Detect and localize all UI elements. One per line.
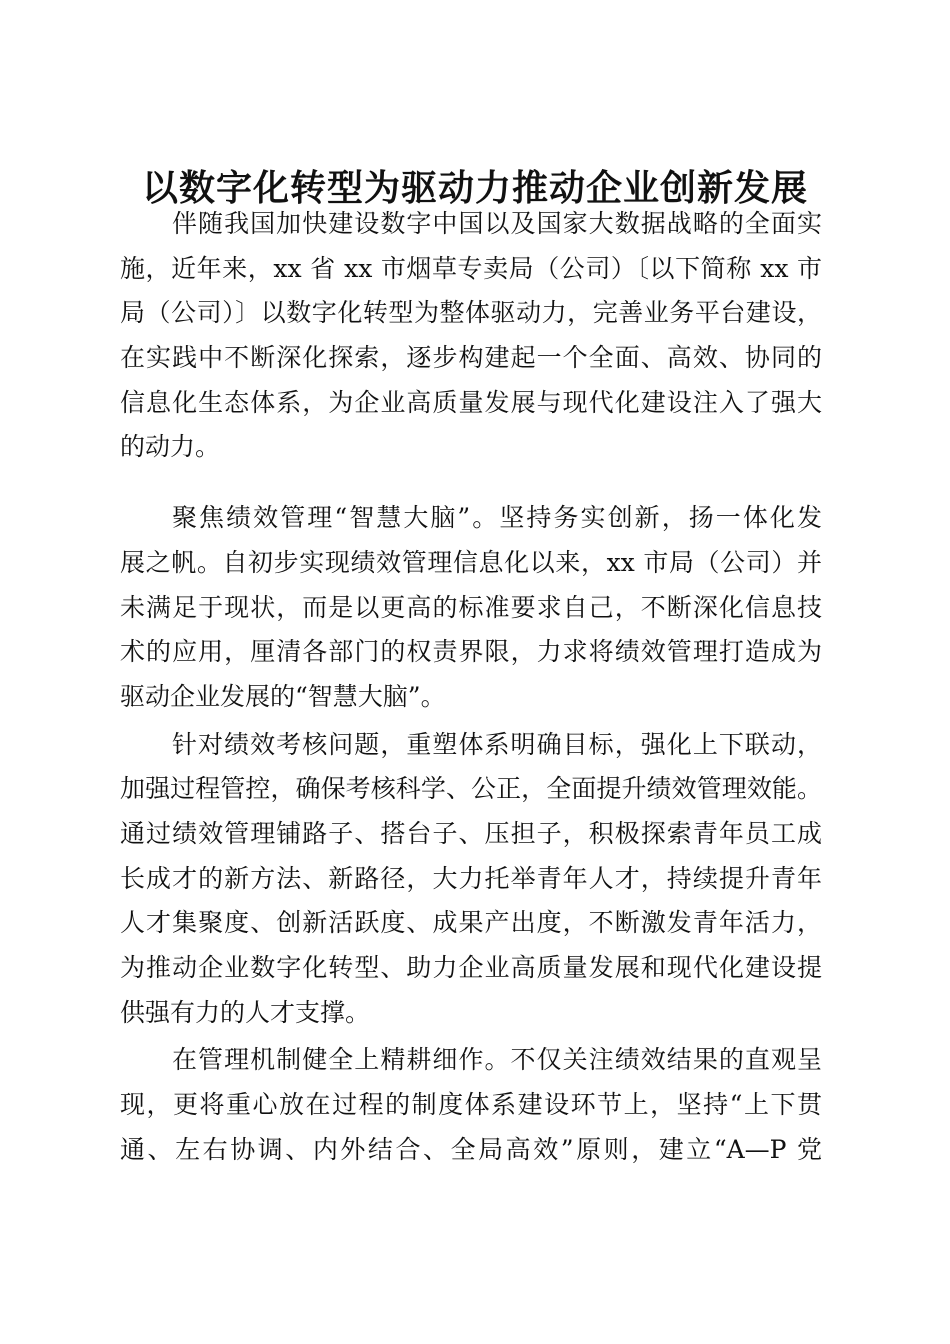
paragraph-line: 的动力。 bbox=[120, 432, 221, 462]
paragraph-line: 未满足于现状，而是以更高的标准要求自己，不断深化信息技 bbox=[120, 592, 822, 622]
paragraph-line: 为推动企业数字化转型、助力企业高质量发展和现代化建设提 bbox=[120, 953, 822, 982]
paragraph-line: 局（公司）〕以数字化转型为整体驱动力，完善业务平台建设， bbox=[120, 298, 822, 328]
paragraph-line: 通过绩效管理铺路子、搭台子、压担子，积极探索青年员工成 bbox=[120, 818, 822, 848]
paragraph bbox=[120, 1038, 822, 1172]
paragraph-line: 在管理机制健全上精耕细作。不仅关注绩效结果的直观呈 bbox=[172, 1045, 822, 1075]
paragraph-line: 信息化生态体系，为企业高质量发展与现代化建设注入了强大 bbox=[120, 387, 822, 417]
paragraph-line: 施，近年来，xx 省 xx 市烟草专卖局（公司）〔以下简称 xx 市 bbox=[120, 253, 822, 283]
paragraph-line: 聚焦绩效管理“智慧大脑”。坚持务实创新，扬一体化发 bbox=[172, 503, 822, 533]
paragraph bbox=[120, 723, 822, 1036]
paragraph-line: 驱动企业发展的“智慧大脑”。 bbox=[120, 681, 446, 711]
paragraph-line: 人才集聚度、创新活跃度、成果产出度，不断激发青年活力， bbox=[120, 908, 822, 938]
paragraph-line: 供强有力的人才支撑。 bbox=[120, 997, 371, 1027]
paragraph-line: 长成才的新方法、新路径，大力托举青年人才，持续提升青年 bbox=[120, 863, 822, 893]
paragraph-line: 伴随我国加快建设数字中国以及国家大数据战略的全面实 bbox=[172, 209, 822, 238]
paragraph bbox=[120, 202, 822, 470]
paragraph-line: 展之帆。自初步实现绩效管理信息化以来，xx 市局（公司）并 bbox=[120, 547, 822, 577]
document-title: 以数字化转型为驱动力推动企业创新发展 bbox=[141, 167, 808, 210]
paragraph-line: 针对绩效考核问题，重塑体系明确目标，强化上下联动， bbox=[172, 729, 822, 759]
paragraph-line: 通、左右协调、内外结合、全局高效”原则，建立“A—P 党 bbox=[120, 1134, 822, 1164]
document-body bbox=[120, 202, 822, 1172]
paragraph-line: 在实践中不断深化探索，逐步构建起一个全面、高效、协同的 bbox=[120, 343, 822, 373]
paragraph-line: 术的应用，厘清各部门的权责界限，力求将绩效管理打造成为 bbox=[120, 637, 822, 667]
paragraph bbox=[120, 496, 822, 719]
paragraph-line: 加强过程管控，确保考核科学、公正，全面提升绩效管理效能。 bbox=[120, 774, 822, 804]
paragraph-line: 现，更将重心放在过程的制度体系建设环节上，坚持“上下贯 bbox=[120, 1090, 822, 1120]
